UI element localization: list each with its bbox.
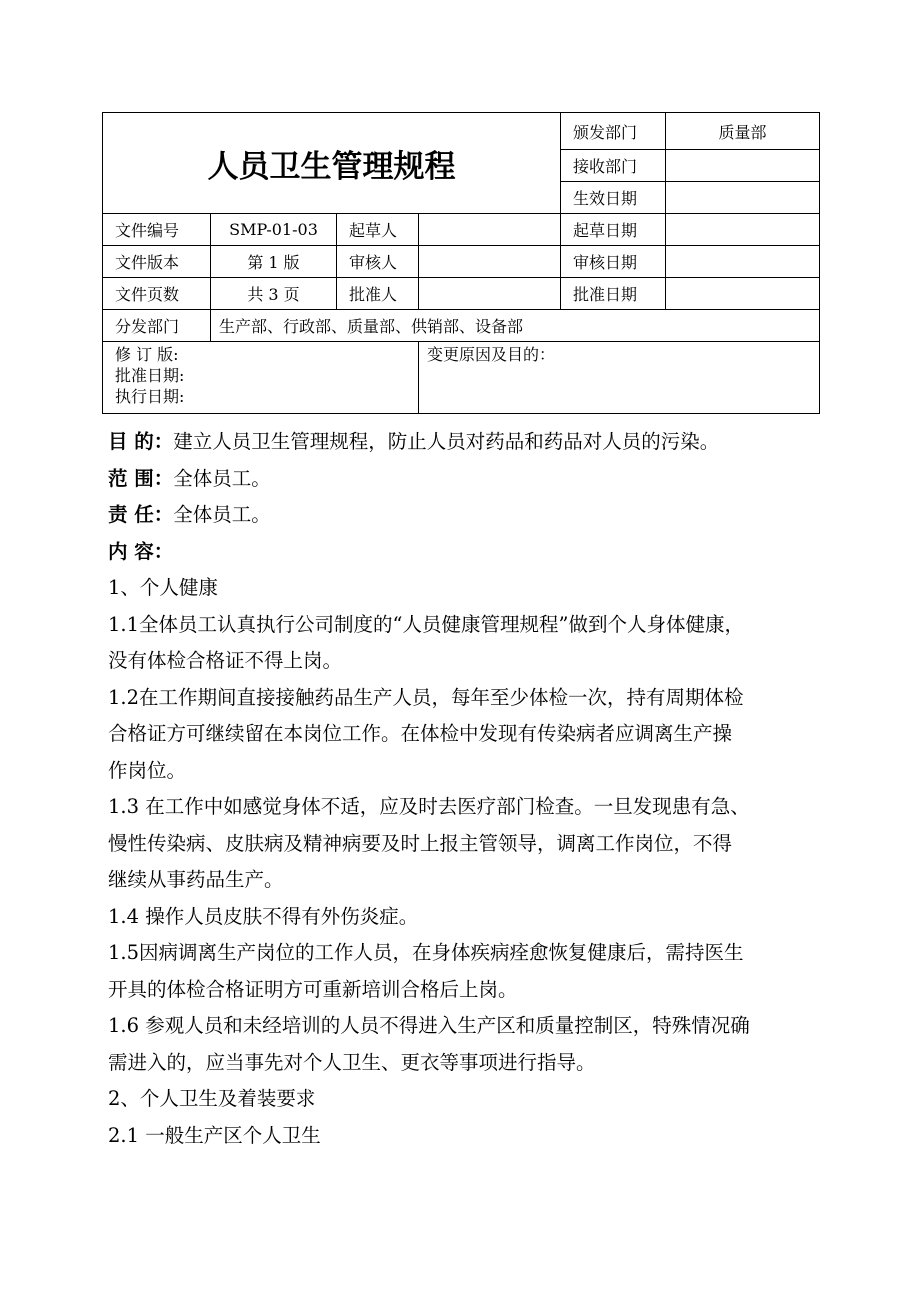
purpose-text: 建立人员卫生管理规程，防止人员对药品和药品对人员的污染。: [173, 430, 720, 453]
approve-date-label: 批准日期: [561, 278, 666, 310]
revision-approve-date-label: 批准日期:: [115, 366, 185, 385]
document-body: [108, 424, 816, 1154]
approve-date-value: [666, 278, 820, 310]
dist-label: 分发部门: [103, 310, 211, 342]
content-label: 内 容：: [108, 539, 174, 563]
body-line: 作岗位。: [108, 758, 187, 782]
revision-version-label: 修 订 版:: [115, 345, 179, 364]
doc-no-label: 文件编号: [103, 214, 211, 246]
drafter-value: [419, 214, 561, 246]
drafter-label: 起草人: [337, 214, 419, 246]
approver-value: [419, 278, 561, 310]
body-line: 1.6 参观人员和未经培训的人员不得进入生产区和质量控制区，特殊情况确: [108, 1014, 750, 1037]
issue-dept-value: 质量部: [666, 113, 820, 150]
review-date-label: 审核日期: [561, 246, 666, 278]
responsibility-label: 责 任：: [108, 503, 174, 526]
pages-label: 文件页数: [103, 278, 211, 310]
issue-dept-label: 颁发部门: [561, 113, 666, 150]
approver-label: 批准人: [337, 278, 419, 310]
body-line: 1.1全体员工认真执行公司制度的“人员健康管理规程”做到个人身体健康，: [108, 612, 744, 636]
reviewer-value: [419, 246, 561, 278]
receive-dept-value: [666, 150, 820, 182]
body-line: 1.4 操作人员皮肤不得有外伤炎症。: [108, 904, 419, 928]
version-value: 第 1 版: [211, 246, 337, 278]
body-line: 1.2在工作期间直接接触药品生产人员，每年至少体检一次，持有周期体检: [108, 685, 744, 709]
document-title: 人员卫生管理规程: [103, 113, 561, 214]
body-line: 1.3 在工作中如感觉身体不适，应及时去医疗部门检查。一旦发现患有急、: [108, 795, 750, 818]
draft-date-value: [666, 214, 820, 246]
change-reason: 变更原因及目的：: [419, 342, 820, 414]
body-line: 2.1 一般生产区个人卫生: [108, 1123, 321, 1147]
body-line: 需进入的，应当事先对个人卫生、更衣等事项进行指导。: [108, 1050, 596, 1074]
draft-date-label: 起草日期: [561, 214, 666, 246]
version-label: 文件版本: [103, 246, 211, 278]
dist-value: 生产部、行政部、质量部、供销部、设备部: [211, 310, 820, 342]
purpose-label: 目 的：: [108, 430, 174, 453]
body-line: 1、个人健康: [108, 576, 218, 599]
effective-date-value: [666, 182, 820, 214]
doc-no-value: SMP-01-03: [211, 214, 337, 246]
effective-date-label: 生效日期: [561, 182, 666, 214]
body-line: 慢性传染病、皮肤病及精神病要及时上报主管领导，调离工作岗位，不得: [108, 831, 733, 855]
body-line: 2、个人卫生及着装要求: [108, 1087, 316, 1110]
responsibility-text: 全体员工。: [173, 503, 271, 526]
body-line: 合格证方可继续留在本岗位工作。在体检中发现有传染病者应调离生产操: [108, 722, 733, 745]
body-line: 没有体检合格证不得上岗。: [108, 649, 343, 672]
document-header-table: [102, 112, 820, 414]
reviewer-label: 审核人: [337, 246, 419, 278]
pages-value: 共 3 页: [211, 278, 337, 310]
scope-line: [108, 461, 816, 498]
body-line: 开具的体检合格证明方可重新培训合格后上岗。: [108, 977, 518, 1001]
content-heading: [108, 534, 816, 571]
review-date-value: [666, 246, 820, 278]
scope-label: 范 围：: [108, 466, 174, 490]
body-line: 1.5因病调离生产岗位的工作人员，在身体疾病痊愈恢复健康后，需持医生: [108, 941, 744, 964]
body-line: 继续从事药品生产。: [108, 868, 284, 891]
responsibility-line: [108, 497, 816, 534]
scope-text: 全体员工。: [173, 466, 271, 490]
revision-exec-date-label: 执行日期:: [115, 387, 185, 406]
revision-info: [103, 342, 419, 414]
purpose-line: [108, 424, 816, 461]
receive-dept-label: 接收部门: [561, 150, 666, 182]
